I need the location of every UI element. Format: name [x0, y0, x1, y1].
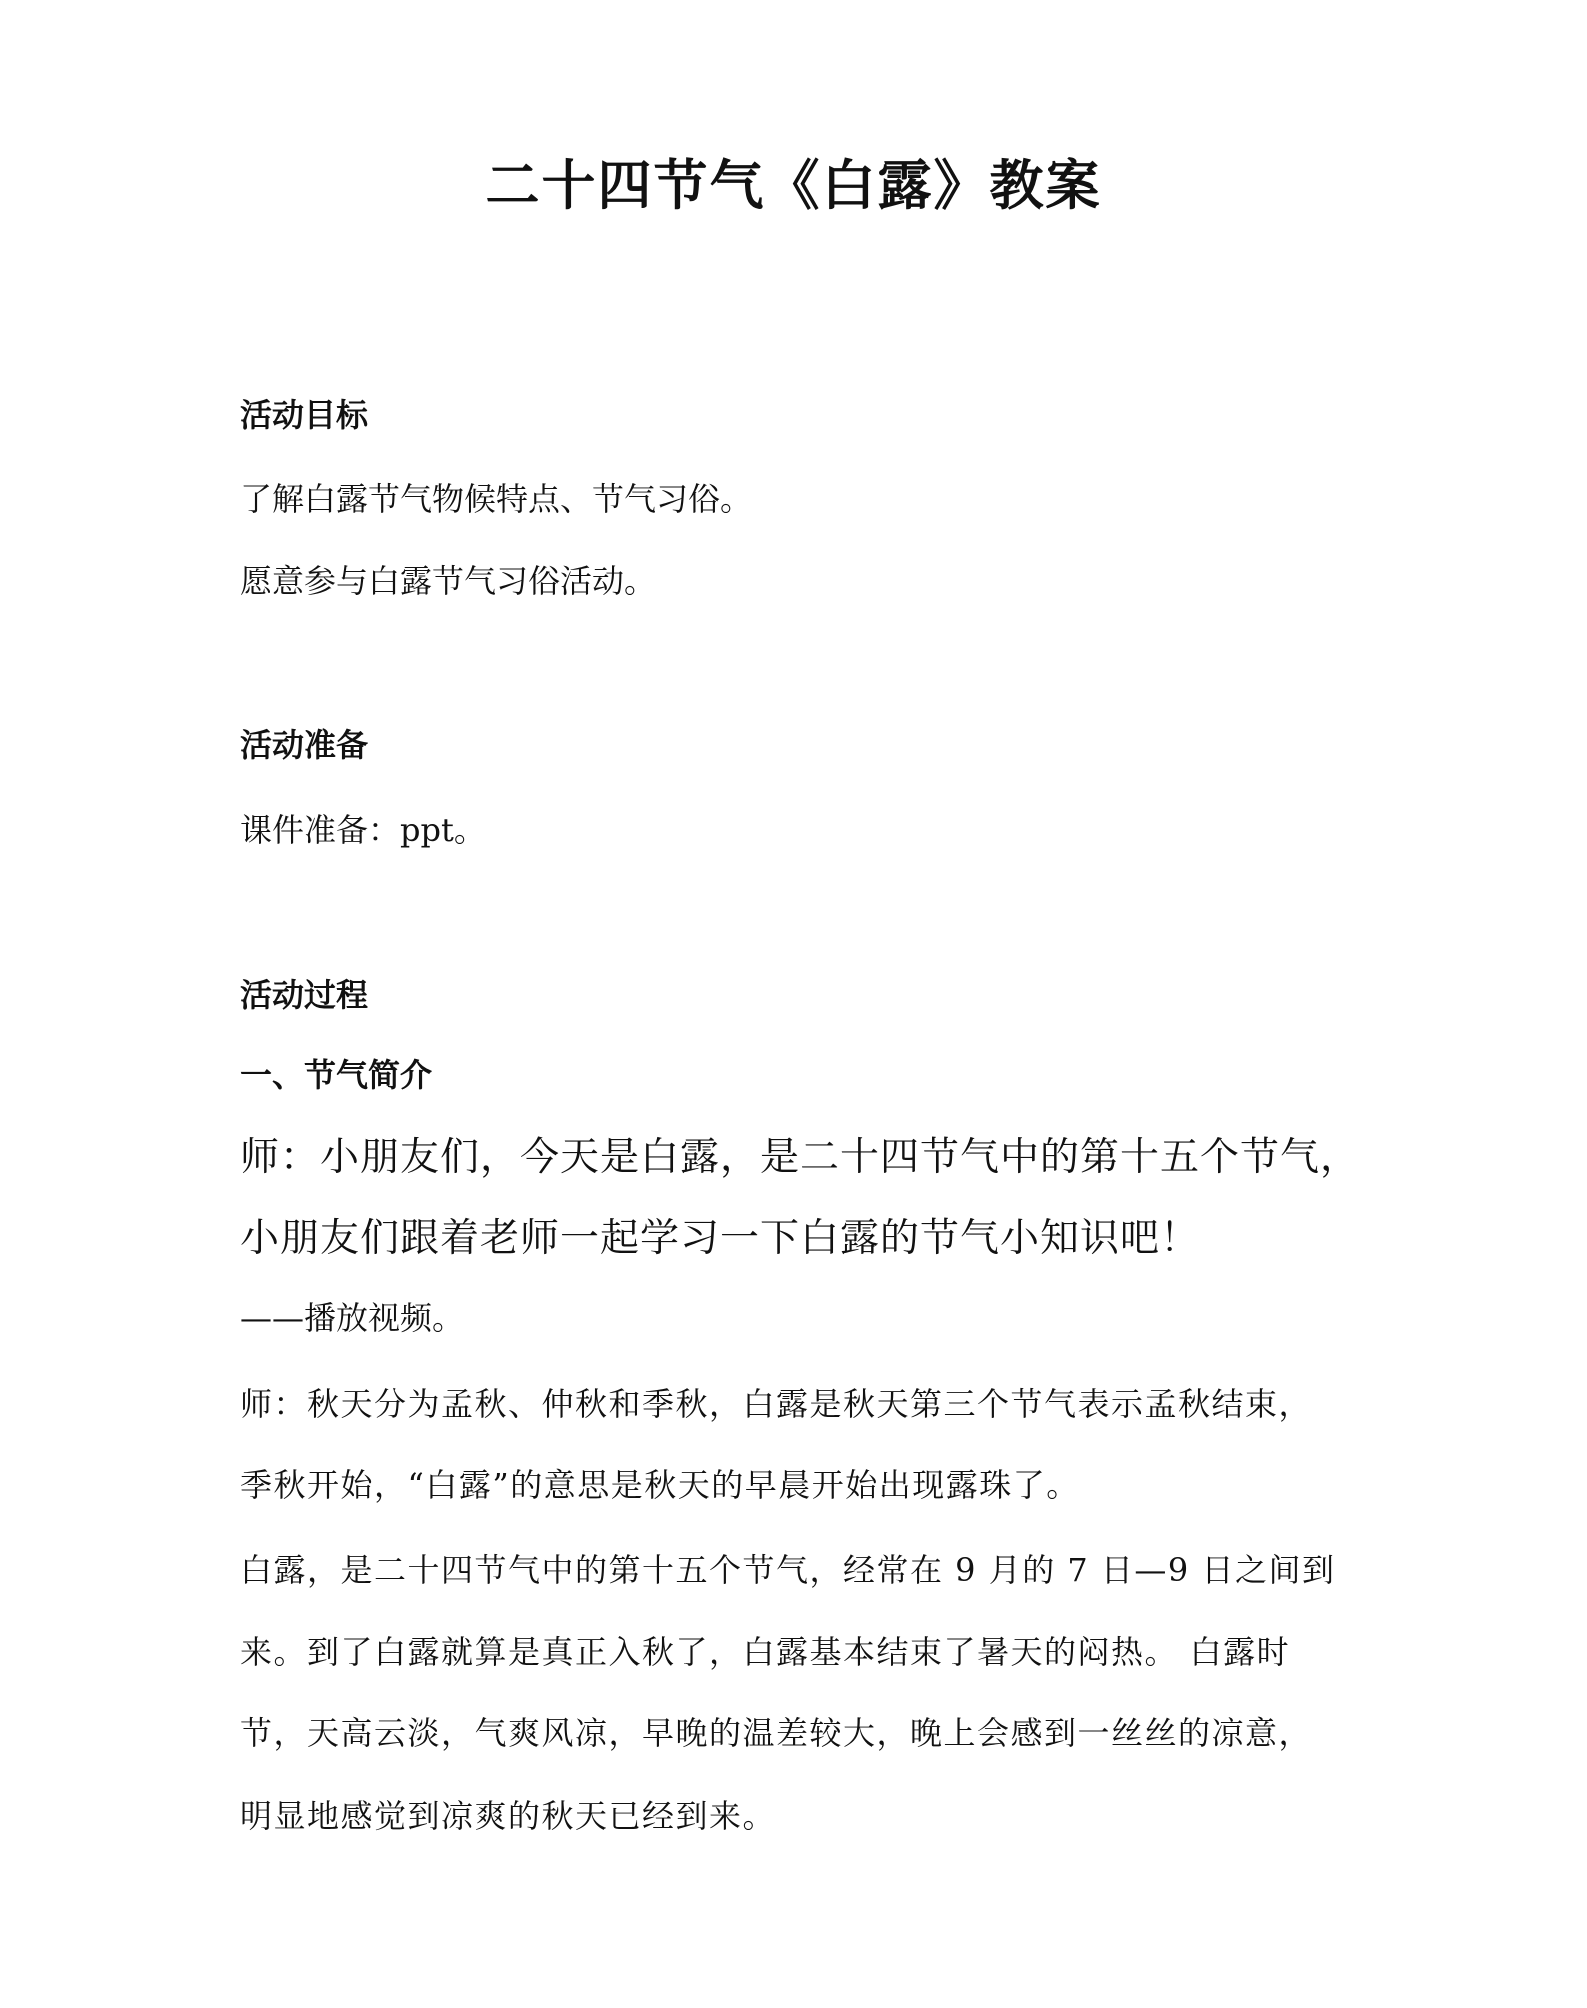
process-line-9: 明显地感觉到凉爽的秋天已经到来。 — [240, 1797, 777, 1835]
process-line-6: 白露，是二十四节气中的第十五个节气，经常在 9 月的 7 日—9 日之间到 — [240, 1551, 1336, 1589]
subsection-heading-intro: 一、节气简介 — [240, 1056, 433, 1094]
goal-item-1: 了解白露节气物候特点、节气习俗。 — [240, 480, 753, 518]
document-title: 二十四节气《白露》教案 — [485, 153, 1102, 217]
process-line-7: 来。到了白露就算是真正入秋了，白露基本结束了暑天的闷热。 白露时 — [240, 1633, 1291, 1671]
section-heading-preparation: 活动准备 — [240, 726, 369, 764]
goal-item-2: 愿意参与白露节气习俗活动。 — [240, 562, 657, 600]
section-heading-goals: 活动目标 — [240, 396, 369, 434]
process-line-5: 季秋开始，“白露”的意思是秋天的早晨开始出现露珠了。 — [240, 1466, 1080, 1504]
section-heading-process: 活动过程 — [240, 976, 369, 1014]
process-line-8: 节，天高云淡，气爽风凉，早晚的温差较大，晚上会感到一丝丝的凉意， — [240, 1714, 1313, 1752]
process-line-2: 小朋友们跟着老师一起学习一下白露的节气小知识吧！ — [240, 1216, 1201, 1261]
process-line-4: 师：秋天分为孟秋、仲秋和季秋，白露是秋天第三个节气表示孟秋结束， — [240, 1385, 1313, 1423]
process-line-1: 师：小朋友们，今天是白露，是二十四节气中的第十五个节气， — [240, 1135, 1361, 1180]
preparation-item-1: 课件准备：ppt。 — [240, 811, 486, 849]
process-line-3: ——播放视频。 — [240, 1299, 465, 1337]
